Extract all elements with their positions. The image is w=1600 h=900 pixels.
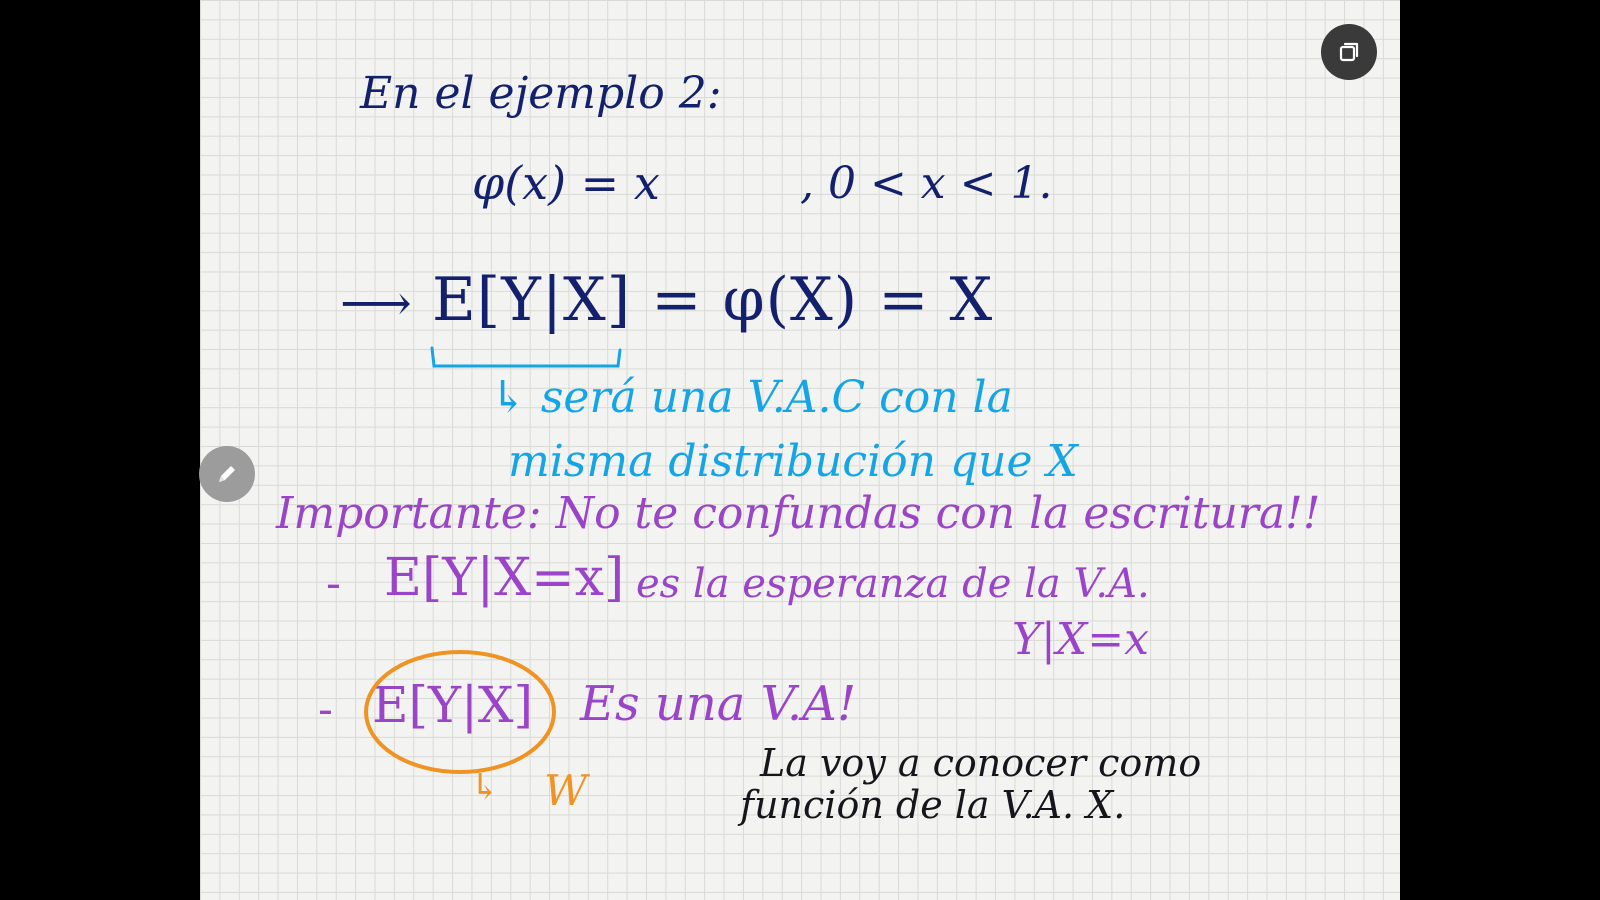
important-title: Importante: No te confundas con la escritura!! [276, 488, 1321, 539]
bullet-1-dash: - [326, 558, 341, 609]
expand-icon [1336, 39, 1362, 65]
pencil-button[interactable] [199, 446, 255, 502]
conditional-expectation-formula: E[Y|X] = φ(X) = X [432, 265, 994, 335]
bullet-1-text: es la esperanza de la V.A. [636, 561, 1150, 607]
note-heading: En el ejemplo 2: [360, 68, 722, 119]
black-note-line-2: función de la V.A. X. [740, 783, 1126, 827]
orange-arrow: ↳ [470, 767, 501, 808]
black-note-line-1: La voy a conocer como [760, 741, 1202, 785]
phi-definition: φ(x) = x [472, 156, 660, 210]
cyan-note-line-1: ↳ será una V.A.C con la [490, 372, 1013, 423]
bullet-2-text: Es una V.A! [580, 676, 857, 732]
bullet-1-expression: E[Y|X=x] [384, 548, 625, 608]
implication-arrow: ⟶ [340, 274, 412, 332]
domain-condition: , 0 < x < 1. [800, 158, 1053, 209]
orange-w-label: W [544, 766, 588, 815]
cyan-note-line-2: misma distribución que X [508, 436, 1078, 487]
bullet-2-dash: - [318, 684, 333, 735]
bullet-2-expression: E[Y|X] [372, 676, 533, 734]
bullet-1-variable: Y|X=x [1012, 614, 1149, 665]
expand-button[interactable] [1321, 24, 1377, 80]
pencil-icon [214, 461, 240, 487]
notebook-page [200, 0, 1400, 900]
